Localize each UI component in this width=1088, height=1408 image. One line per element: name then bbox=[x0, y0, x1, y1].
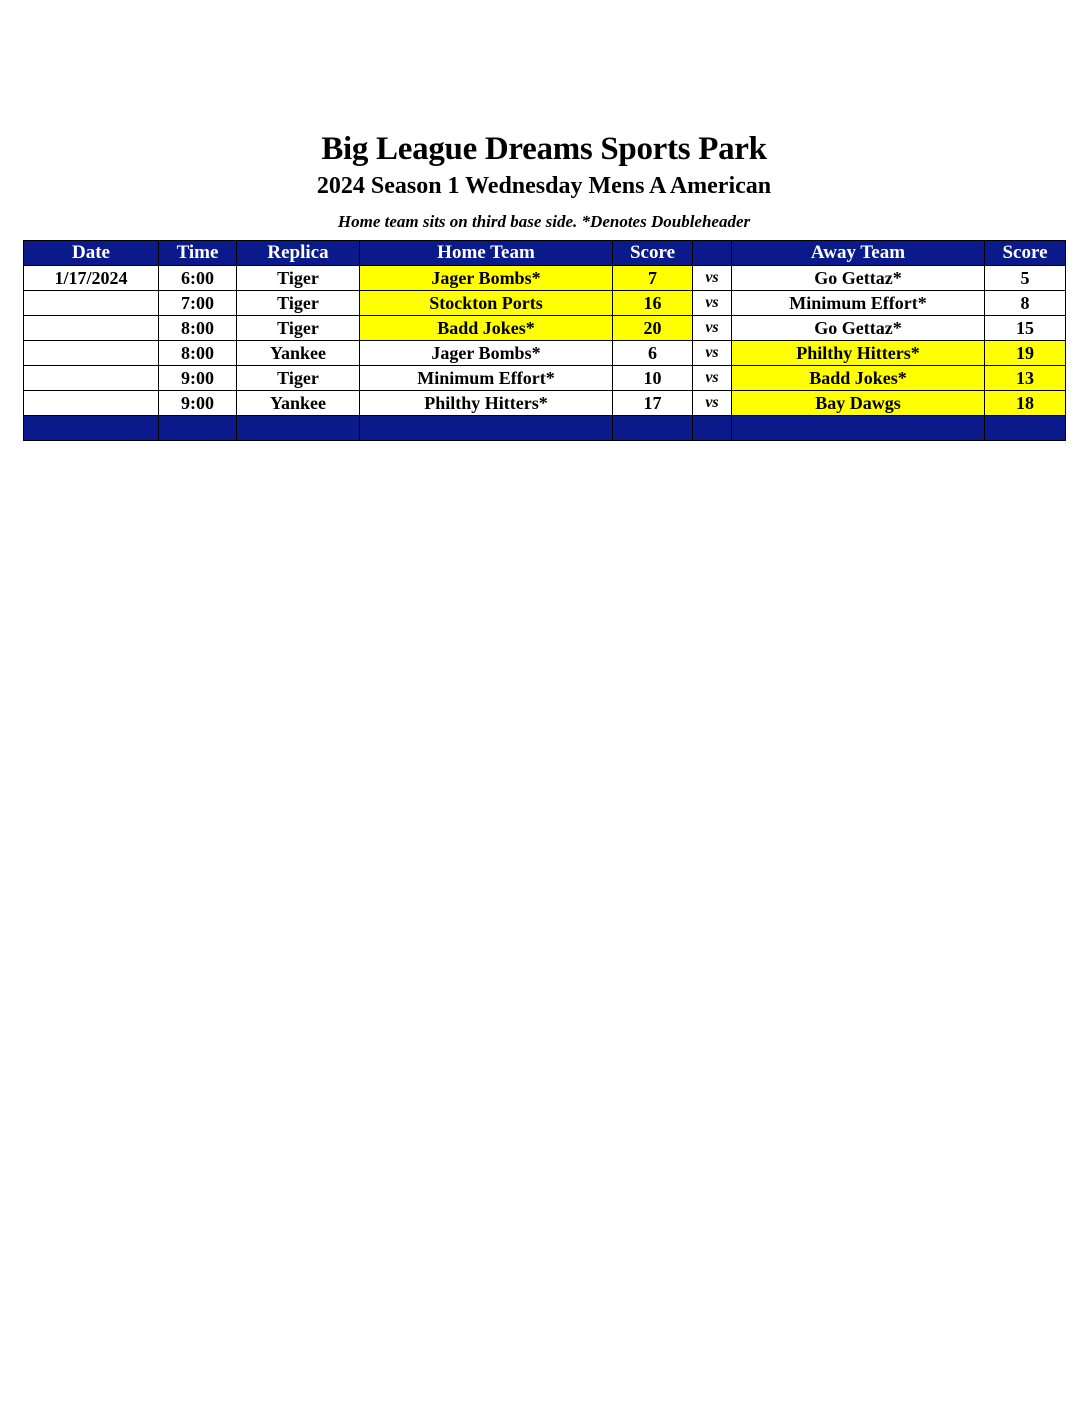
table-row bbox=[24, 266, 1066, 291]
cell-away-score: 18 bbox=[985, 391, 1066, 416]
cell-time: 6:00 bbox=[159, 266, 237, 291]
cell-away-team: Bay Dawgs bbox=[732, 391, 985, 416]
cell-time: 9:00 bbox=[159, 391, 237, 416]
table-row bbox=[24, 316, 1066, 341]
cell-replica: Yankee bbox=[237, 391, 360, 416]
footer-cell bbox=[24, 416, 159, 441]
cell-home-team: Minimum Effort* bbox=[360, 366, 613, 391]
footer-cell bbox=[985, 416, 1066, 441]
cell-away-team: Go Gettaz* bbox=[732, 316, 985, 341]
table-row bbox=[24, 341, 1066, 366]
cell-date: 1/17/2024 bbox=[24, 266, 159, 291]
cell-home-team: Stockton Ports bbox=[360, 291, 613, 316]
header-away-team: Away Team bbox=[732, 241, 985, 266]
cell-date bbox=[24, 366, 159, 391]
header-home-team: Home Team bbox=[360, 241, 613, 266]
cell-vs: vs bbox=[693, 266, 732, 291]
footer-cell bbox=[613, 416, 693, 441]
header-home-score: Score bbox=[613, 241, 693, 266]
schedule-table bbox=[23, 240, 1066, 441]
table-row bbox=[24, 391, 1066, 416]
header-vs bbox=[693, 241, 732, 266]
cell-away-score: 19 bbox=[985, 341, 1066, 366]
table-row bbox=[24, 291, 1066, 316]
cell-home-score: 16 bbox=[613, 291, 693, 316]
footer-cell bbox=[237, 416, 360, 441]
doubleheader-note: Home team sits on third base side. *Denotes Doubleheader bbox=[337, 212, 751, 231]
page-title: Big League Dreams Sports Park bbox=[321, 131, 767, 167]
cell-time: 8:00 bbox=[159, 316, 237, 341]
cell-home-team: Jager Bombs* bbox=[360, 341, 613, 366]
cell-away-score: 8 bbox=[985, 291, 1066, 316]
table-row bbox=[24, 366, 1066, 391]
cell-home-team: Jager Bombs* bbox=[360, 266, 613, 291]
cell-replica: Yankee bbox=[237, 341, 360, 366]
cell-date bbox=[24, 316, 159, 341]
cell-home-team: Badd Jokes* bbox=[360, 316, 613, 341]
cell-date bbox=[24, 341, 159, 366]
cell-replica: Tiger bbox=[237, 291, 360, 316]
cell-away-score: 13 bbox=[985, 366, 1066, 391]
cell-time: 8:00 bbox=[159, 341, 237, 366]
cell-home-score: 7 bbox=[613, 266, 693, 291]
table-footer-bar bbox=[24, 416, 1066, 441]
cell-away-score: 5 bbox=[985, 266, 1066, 291]
header-replica: Replica bbox=[237, 241, 360, 266]
table-header-row bbox=[24, 241, 1066, 266]
cell-vs: vs bbox=[693, 341, 732, 366]
cell-replica: Tiger bbox=[237, 266, 360, 291]
footer-cell bbox=[732, 416, 985, 441]
header-time: Time bbox=[159, 241, 237, 266]
cell-date bbox=[24, 391, 159, 416]
cell-vs: vs bbox=[693, 391, 732, 416]
cell-home-score: 17 bbox=[613, 391, 693, 416]
cell-away-team: Minimum Effort* bbox=[732, 291, 985, 316]
cell-replica: Tiger bbox=[237, 366, 360, 391]
footer-cell bbox=[360, 416, 613, 441]
cell-home-score: 10 bbox=[613, 366, 693, 391]
header-away-score: Score bbox=[985, 241, 1066, 266]
footer-cell bbox=[693, 416, 732, 441]
cell-home-score: 6 bbox=[613, 341, 693, 366]
cell-away-score: 15 bbox=[985, 316, 1066, 341]
cell-away-team: Badd Jokes* bbox=[732, 366, 985, 391]
cell-away-team: Go Gettaz* bbox=[732, 266, 985, 291]
cell-vs: vs bbox=[693, 366, 732, 391]
cell-away-team: Philthy Hitters* bbox=[732, 341, 985, 366]
cell-home-team: Philthy Hitters* bbox=[360, 391, 613, 416]
cell-time: 9:00 bbox=[159, 366, 237, 391]
footer-cell bbox=[159, 416, 237, 441]
cell-date bbox=[24, 291, 159, 316]
cell-time: 7:00 bbox=[159, 291, 237, 316]
cell-home-score: 20 bbox=[613, 316, 693, 341]
cell-vs: vs bbox=[693, 291, 732, 316]
cell-vs: vs bbox=[693, 316, 732, 341]
header-date: Date bbox=[24, 241, 159, 266]
page-subtitle: 2024 Season 1 Wednesday Mens A American bbox=[316, 173, 772, 199]
cell-replica: Tiger bbox=[237, 316, 360, 341]
